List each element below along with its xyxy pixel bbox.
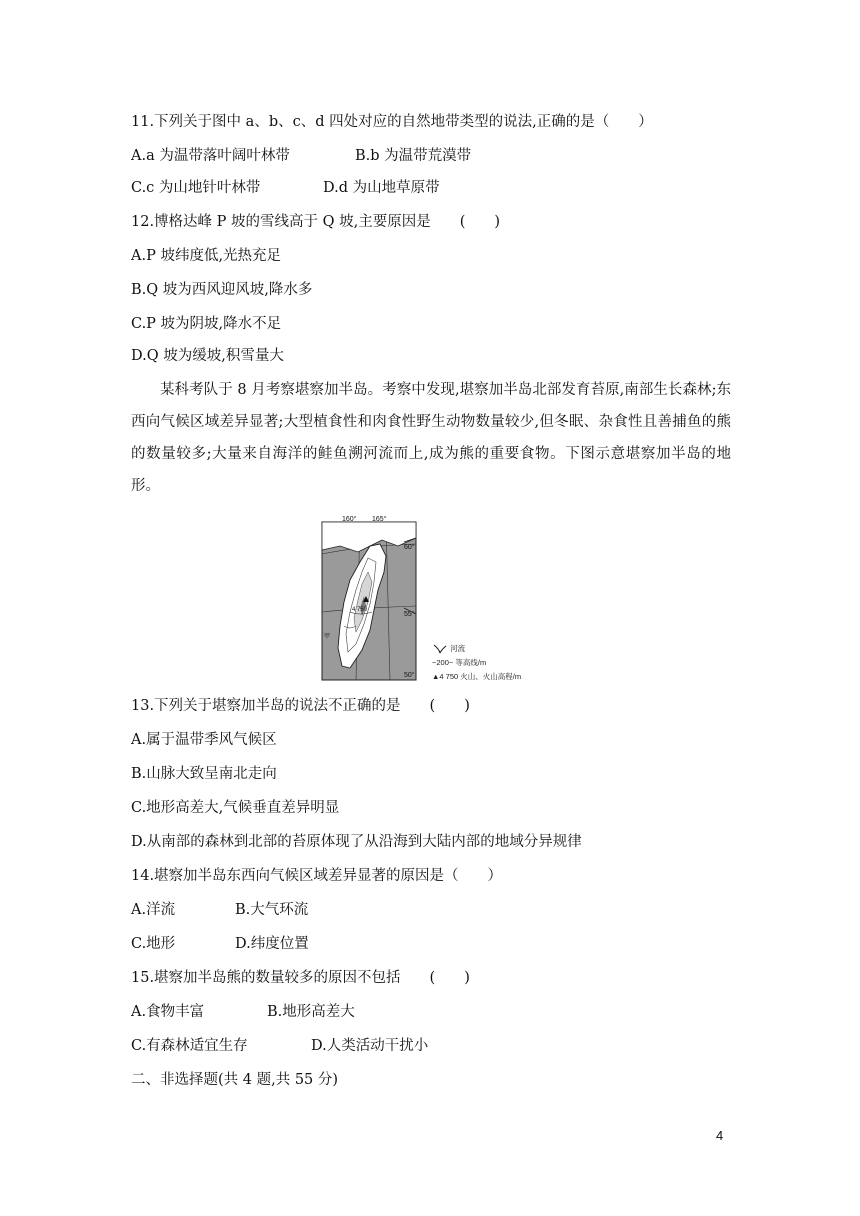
q11-options-ab	[131, 146, 471, 166]
legend-volcano	[432, 670, 521, 684]
q11-option-c: C.c 为山地针叶林带	[131, 180, 261, 196]
q11-stem: 11.下列关于图中 a、b、c、d 四处对应的自然地带类型的说法,正确的是（ ）	[131, 114, 653, 130]
location-label-jia: 甲	[324, 634, 331, 640]
q12-stem: 12.博格达峰 P 坡的雪线高于 Q 坡,主要原因是 ( )	[131, 214, 501, 230]
q13-option-c: C.地形高差大,气候垂直差异明显	[131, 800, 340, 816]
q14-options-cd	[131, 934, 309, 954]
q11-option-a: A.a 为温带落叶阔叶林带	[131, 148, 290, 164]
legend-river-label: 河流	[450, 644, 466, 653]
q15-option-d: D.人类活动干扰小	[311, 1038, 429, 1054]
lon-label-165: 165°	[372, 516, 387, 523]
q15-options-ab	[131, 1002, 355, 1022]
q11-options-cd	[131, 178, 440, 198]
q15-option-b: B.地形高差大	[267, 1004, 355, 1020]
lon-label-160: 160°	[342, 516, 357, 523]
q13-option-a: A.属于温带季风气候区	[131, 732, 277, 748]
river-icon	[432, 644, 448, 654]
page-number: 4	[716, 1128, 724, 1143]
peak-elevation-label: 4 750	[352, 607, 368, 613]
section-heading: 二、非选择题(共 4 题,共 55 分)	[131, 1072, 339, 1088]
q14-option-d: D.纬度位置	[235, 936, 309, 952]
lat-label-50: 50°	[404, 672, 415, 679]
legend-river	[432, 642, 521, 656]
q13-option-b: B.山脉大致呈南北走向	[131, 766, 277, 782]
legend-contour-label: 等高线/m	[455, 658, 487, 667]
q12-option-d: D.Q 坡为缓坡,积雪量大	[131, 348, 284, 364]
q14-option-b: B.大气环流	[235, 902, 309, 918]
q14-option-a: A.洋流	[131, 902, 176, 918]
q14-stem: 14.堪察加半岛东西向气候区域差异显著的原因是（ ）	[131, 868, 503, 884]
q15-stem: 15.堪察加半岛熊的数量较多的原因不包括 ( )	[131, 970, 470, 986]
q12-option-a: A.P 坡纬度低,光热充足	[131, 248, 282, 264]
lat-label-60: 60°	[404, 544, 415, 551]
q14-options-ab	[131, 900, 308, 920]
lat-label-55: 55°	[404, 611, 415, 618]
q15-option-a: A.食物丰富	[131, 1004, 205, 1020]
q14-option-c: C.地形	[131, 936, 176, 952]
legend-contour: ~200~ 等高线/m	[432, 658, 487, 667]
q12-option-c: C.P 坡为阴坡,降水不足	[131, 316, 282, 332]
q15-options-cd	[131, 1036, 428, 1056]
legend-volcano-label: ▲4 750 火山、火山高程/m	[432, 672, 522, 681]
legend-contour-value: 200	[436, 658, 449, 667]
q11-option-d: D.d 为山地草原带	[323, 180, 440, 196]
passage: 某科考队于 8 月考察堪察加半岛。考察中发现,堪察加半岛北部发育苔原,南部生长森林;东西向气候区域差异显著;大型植食性和肉食性野生动物数量较少,但冬眠、杂食性且善捕鱼的熊的数量较多;大量来自海洋的鲑鱼溯河流而上,成为熊的重要食物。下图示意堪察加半岛的地形。	[131, 382, 731, 494]
q11-option-b: B.b 为温带荒漠带	[355, 148, 472, 164]
kamchatka-map	[320, 516, 420, 682]
map-legend	[432, 642, 521, 684]
q13-stem: 13.下列关于堪察加半岛的说法不正确的是 ( )	[131, 698, 470, 714]
q13-option-d: D.从南部的森林到北部的苔原体现了从沿海到大陆内部的地域分异规律	[131, 834, 582, 850]
q12-option-b: B.Q 坡为西风迎风坡,降水多	[131, 282, 313, 298]
q15-option-c: C.有森林适宜生存	[131, 1038, 248, 1054]
